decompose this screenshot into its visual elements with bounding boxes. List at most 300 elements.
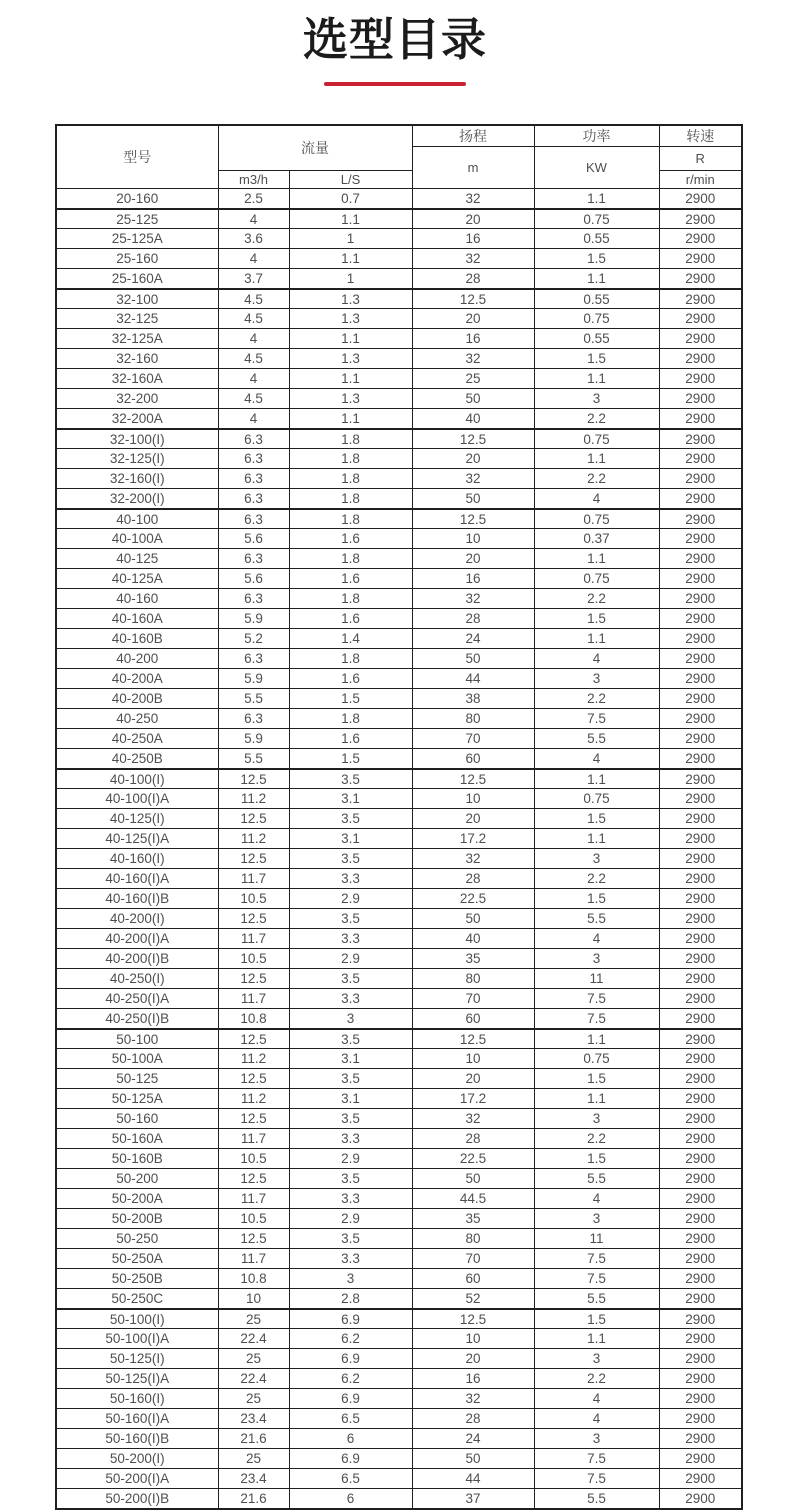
head-cell: 38 — [412, 689, 534, 709]
flow-m3h-cell: 4.5 — [218, 349, 289, 369]
flow-ls-cell: 6 — [289, 1429, 412, 1449]
flow-m3h-cell: 3.6 — [218, 229, 289, 249]
head-cell: 80 — [412, 709, 534, 729]
power-cell: 1.5 — [534, 1069, 659, 1089]
model-cell: 40-160(I) — [56, 849, 218, 869]
model-cell: 40-250(I)A — [56, 989, 218, 1009]
table-row — [56, 1029, 742, 1049]
header-row-1 — [56, 125, 742, 147]
table-row — [56, 1449, 742, 1469]
col-header-flow-unit-ls: L/S — [289, 171, 412, 189]
power-cell: 3 — [534, 1109, 659, 1129]
power-cell: 0.75 — [534, 509, 659, 529]
flow-ls-cell: 1.8 — [289, 549, 412, 569]
power-cell: 2.2 — [534, 589, 659, 609]
table-row — [56, 1409, 742, 1429]
head-cell: 20 — [412, 1069, 534, 1089]
speed-cell: 2900 — [659, 489, 742, 509]
power-cell: 4 — [534, 1389, 659, 1409]
power-cell: 4 — [534, 929, 659, 949]
table-header — [56, 125, 742, 189]
table-row — [56, 269, 742, 289]
speed-cell: 2900 — [659, 1349, 742, 1369]
speed-cell: 2900 — [659, 689, 742, 709]
table-row — [56, 709, 742, 729]
flow-ls-cell: 2.8 — [289, 1289, 412, 1309]
speed-cell: 2900 — [659, 429, 742, 449]
model-cell: 40-100 — [56, 509, 218, 529]
speed-cell: 2900 — [659, 809, 742, 829]
model-cell: 40-200B — [56, 689, 218, 709]
speed-cell: 2900 — [659, 569, 742, 589]
flow-m3h-cell: 4 — [218, 209, 289, 229]
head-cell: 28 — [412, 869, 534, 889]
flow-m3h-cell: 12.5 — [218, 1109, 289, 1129]
speed-cell: 2900 — [659, 1289, 742, 1309]
model-cell: 32-200(I) — [56, 489, 218, 509]
flow-m3h-cell: 12.5 — [218, 1229, 289, 1249]
speed-cell: 2900 — [659, 889, 742, 909]
flow-m3h-cell: 4.5 — [218, 289, 289, 309]
power-cell: 5.5 — [534, 1489, 659, 1509]
head-cell: 50 — [412, 1169, 534, 1189]
power-cell: 7.5 — [534, 1269, 659, 1289]
flow-m3h-cell: 4 — [218, 249, 289, 269]
flow-m3h-cell: 6.3 — [218, 589, 289, 609]
flow-m3h-cell: 10.8 — [218, 1269, 289, 1289]
col-header-power-unit: KW — [534, 147, 659, 189]
flow-ls-cell: 3.1 — [289, 789, 412, 809]
head-cell: 32 — [412, 469, 534, 489]
model-cell: 40-200A — [56, 669, 218, 689]
head-cell: 12.5 — [412, 509, 534, 529]
flow-m3h-cell: 12.5 — [218, 769, 289, 789]
flow-m3h-cell: 11.7 — [218, 1129, 289, 1149]
speed-cell: 2900 — [659, 729, 742, 749]
head-cell: 40 — [412, 409, 534, 429]
model-cell: 32-125 — [56, 309, 218, 329]
head-cell: 44 — [412, 1469, 534, 1489]
speed-cell: 2900 — [659, 649, 742, 669]
flow-m3h-cell: 6.3 — [218, 449, 289, 469]
flow-ls-cell: 6.5 — [289, 1469, 412, 1489]
table-body — [56, 189, 742, 1509]
head-cell: 20 — [412, 809, 534, 829]
table-row — [56, 449, 742, 469]
flow-ls-cell: 6.5 — [289, 1409, 412, 1429]
table-row — [56, 649, 742, 669]
model-cell: 50-125(I) — [56, 1349, 218, 1369]
flow-ls-cell: 1.8 — [289, 649, 412, 669]
head-cell: 50 — [412, 389, 534, 409]
table-row — [56, 989, 742, 1009]
table-row — [56, 1309, 742, 1329]
flow-m3h-cell: 6.3 — [218, 649, 289, 669]
power-cell: 0.75 — [534, 1049, 659, 1069]
flow-ls-cell: 3.3 — [289, 1189, 412, 1209]
speed-cell: 2900 — [659, 1149, 742, 1169]
power-cell: 5.5 — [534, 1289, 659, 1309]
flow-m3h-cell: 3.7 — [218, 269, 289, 289]
table-row — [56, 1109, 742, 1129]
flow-m3h-cell: 11.2 — [218, 789, 289, 809]
flow-ls-cell: 3 — [289, 1009, 412, 1029]
speed-cell: 2900 — [659, 449, 742, 469]
head-cell: 28 — [412, 1409, 534, 1429]
flow-m3h-cell: 11.2 — [218, 1089, 289, 1109]
power-cell: 3 — [534, 1429, 659, 1449]
table-row — [56, 1329, 742, 1349]
flow-m3h-cell: 12.5 — [218, 1029, 289, 1049]
power-cell: 3 — [534, 389, 659, 409]
flow-ls-cell: 3.3 — [289, 1129, 412, 1149]
power-cell: 7.5 — [534, 709, 659, 729]
flow-m3h-cell: 21.6 — [218, 1429, 289, 1449]
power-cell: 3 — [534, 849, 659, 869]
head-cell: 16 — [412, 569, 534, 589]
power-cell: 3 — [534, 1209, 659, 1229]
table-row — [56, 1069, 742, 1089]
power-cell: 0.55 — [534, 329, 659, 349]
power-cell: 2.2 — [534, 869, 659, 889]
model-cell: 40-200(I) — [56, 909, 218, 929]
power-cell: 1.1 — [534, 189, 659, 209]
flow-m3h-cell: 10.5 — [218, 949, 289, 969]
speed-cell: 2900 — [659, 549, 742, 569]
speed-cell: 2900 — [659, 789, 742, 809]
flow-ls-cell: 3.5 — [289, 769, 412, 789]
flow-ls-cell: 1.3 — [289, 389, 412, 409]
head-cell: 10 — [412, 529, 534, 549]
head-cell: 50 — [412, 1449, 534, 1469]
col-header-flow-unit-m3h: m3/h — [218, 171, 289, 189]
model-cell: 40-160A — [56, 609, 218, 629]
head-cell: 50 — [412, 489, 534, 509]
model-cell: 50-160B — [56, 1149, 218, 1169]
power-cell: 0.75 — [534, 309, 659, 329]
speed-cell: 2900 — [659, 1129, 742, 1149]
page-title: 选型目录 — [302, 14, 487, 65]
power-cell: 0.55 — [534, 289, 659, 309]
speed-cell: 2900 — [659, 1089, 742, 1109]
power-cell: 1.5 — [534, 1309, 659, 1329]
table-row — [56, 509, 742, 529]
power-cell: 1.1 — [534, 769, 659, 789]
speed-cell: 2900 — [659, 969, 742, 989]
flow-m3h-cell: 2.5 — [218, 189, 289, 209]
model-cell: 32-100(I) — [56, 429, 218, 449]
head-cell: 12.5 — [412, 769, 534, 789]
table-row — [56, 1049, 742, 1069]
table-row — [56, 1389, 742, 1409]
flow-ls-cell: 2.9 — [289, 1209, 412, 1229]
flow-m3h-cell: 10.5 — [218, 1149, 289, 1169]
head-cell: 44.5 — [412, 1189, 534, 1209]
table-row — [56, 669, 742, 689]
table-row — [56, 749, 742, 769]
model-cell: 40-160(I)A — [56, 869, 218, 889]
table-row — [56, 1209, 742, 1229]
speed-cell: 2900 — [659, 509, 742, 529]
model-cell: 40-125A — [56, 569, 218, 589]
speed-cell: 2900 — [659, 1209, 742, 1229]
model-cell: 25-125A — [56, 229, 218, 249]
flow-m3h-cell: 4 — [218, 329, 289, 349]
speed-cell: 2900 — [659, 269, 742, 289]
table-row — [56, 1369, 742, 1389]
flow-ls-cell: 0.7 — [289, 189, 412, 209]
table-row — [56, 549, 742, 569]
table-row — [56, 769, 742, 789]
flow-m3h-cell: 12.5 — [218, 1169, 289, 1189]
flow-m3h-cell: 4.5 — [218, 309, 289, 329]
flow-ls-cell: 1 — [289, 269, 412, 289]
flow-ls-cell: 3.3 — [289, 1249, 412, 1269]
power-cell: 0.55 — [534, 229, 659, 249]
speed-cell: 2900 — [659, 1449, 742, 1469]
speed-cell: 2900 — [659, 1169, 742, 1189]
speed-cell: 2900 — [659, 609, 742, 629]
head-cell: 32 — [412, 349, 534, 369]
head-cell: 32 — [412, 249, 534, 269]
model-cell: 50-200(I) — [56, 1449, 218, 1469]
model-cell: 50-200 — [56, 1169, 218, 1189]
power-cell: 1.1 — [534, 829, 659, 849]
flow-ls-cell: 6.9 — [289, 1389, 412, 1409]
speed-cell: 2900 — [659, 829, 742, 849]
power-cell: 1.1 — [534, 629, 659, 649]
power-cell: 7.5 — [534, 1009, 659, 1029]
model-cell: 40-250B — [56, 749, 218, 769]
head-cell: 16 — [412, 329, 534, 349]
power-cell: 1.1 — [534, 549, 659, 569]
speed-cell: 2900 — [659, 769, 742, 789]
flow-ls-cell: 3.5 — [289, 1029, 412, 1049]
head-cell: 24 — [412, 629, 534, 649]
flow-ls-cell: 1.5 — [289, 689, 412, 709]
head-cell: 32 — [412, 1389, 534, 1409]
model-cell: 32-200A — [56, 409, 218, 429]
flow-ls-cell: 1.8 — [289, 489, 412, 509]
flow-ls-cell: 1.8 — [289, 449, 412, 469]
flow-m3h-cell: 25 — [218, 1349, 289, 1369]
flow-m3h-cell: 12.5 — [218, 849, 289, 869]
col-header-model: 型号 — [56, 125, 218, 189]
title-divider — [324, 82, 466, 86]
flow-m3h-cell: 5.2 — [218, 629, 289, 649]
table-row — [56, 1149, 742, 1169]
speed-cell: 2900 — [659, 209, 742, 229]
speed-cell: 2900 — [659, 629, 742, 649]
flow-m3h-cell: 23.4 — [218, 1469, 289, 1489]
model-cell: 20-160 — [56, 189, 218, 209]
power-cell: 0.37 — [534, 529, 659, 549]
flow-m3h-cell: 5.6 — [218, 529, 289, 549]
flow-m3h-cell: 12.5 — [218, 809, 289, 829]
model-cell: 50-125A — [56, 1089, 218, 1109]
speed-cell: 2900 — [659, 1229, 742, 1249]
model-cell: 50-100 — [56, 1029, 218, 1049]
col-header-speed-unit-rmin: r/min — [659, 171, 742, 189]
col-header-power: 功率 — [534, 125, 659, 147]
head-cell: 17.2 — [412, 1089, 534, 1109]
flow-m3h-cell: 5.5 — [218, 689, 289, 709]
speed-cell: 2900 — [659, 749, 742, 769]
flow-ls-cell: 3.5 — [289, 1169, 412, 1189]
speed-cell: 2900 — [659, 589, 742, 609]
head-cell: 70 — [412, 989, 534, 1009]
table-row — [56, 289, 742, 309]
power-cell: 4 — [534, 1189, 659, 1209]
power-cell: 1.1 — [534, 449, 659, 469]
head-cell: 10 — [412, 1049, 534, 1069]
power-cell: 1.1 — [534, 1329, 659, 1349]
model-cell: 50-250A — [56, 1249, 218, 1269]
head-cell: 80 — [412, 1229, 534, 1249]
flow-m3h-cell: 22.4 — [218, 1369, 289, 1389]
table-row — [56, 249, 742, 269]
model-cell: 40-125(I)A — [56, 829, 218, 849]
speed-cell: 2900 — [659, 1469, 742, 1489]
table-row — [56, 309, 742, 329]
flow-ls-cell: 6.9 — [289, 1449, 412, 1469]
flow-ls-cell: 3.3 — [289, 989, 412, 1009]
table-row — [56, 1089, 742, 1109]
flow-ls-cell: 1.1 — [289, 409, 412, 429]
flow-m3h-cell: 5.9 — [218, 609, 289, 629]
model-cell: 50-100A — [56, 1049, 218, 1069]
table-row — [56, 729, 742, 749]
power-cell: 1.1 — [534, 1029, 659, 1049]
flow-ls-cell: 1.1 — [289, 329, 412, 349]
table-row — [56, 969, 742, 989]
table-row — [56, 929, 742, 949]
model-cell: 50-250B — [56, 1269, 218, 1289]
flow-ls-cell: 1 — [289, 229, 412, 249]
table-row — [56, 809, 742, 829]
head-cell: 32 — [412, 849, 534, 869]
power-cell: 2.2 — [534, 689, 659, 709]
flow-ls-cell: 6.9 — [289, 1349, 412, 1369]
flow-m3h-cell: 4 — [218, 409, 289, 429]
flow-ls-cell: 1.8 — [289, 589, 412, 609]
power-cell: 7.5 — [534, 989, 659, 1009]
flow-ls-cell: 6.9 — [289, 1309, 412, 1329]
table-row — [56, 869, 742, 889]
table-row — [56, 1249, 742, 1269]
table-row — [56, 369, 742, 389]
head-cell: 70 — [412, 729, 534, 749]
table-row — [56, 1349, 742, 1369]
flow-ls-cell: 1.1 — [289, 249, 412, 269]
model-cell: 50-200(I)B — [56, 1489, 218, 1509]
flow-ls-cell: 1.3 — [289, 349, 412, 369]
model-cell: 40-250A — [56, 729, 218, 749]
model-cell: 50-200B — [56, 1209, 218, 1229]
table-row — [56, 1269, 742, 1289]
flow-ls-cell: 3.5 — [289, 849, 412, 869]
flow-ls-cell: 1.3 — [289, 289, 412, 309]
speed-cell: 2900 — [659, 669, 742, 689]
table-row — [56, 349, 742, 369]
flow-ls-cell: 1.8 — [289, 429, 412, 449]
head-cell: 40 — [412, 929, 534, 949]
flow-ls-cell: 1.8 — [289, 469, 412, 489]
flow-m3h-cell: 11.2 — [218, 1049, 289, 1069]
flow-ls-cell: 1.1 — [289, 369, 412, 389]
flow-m3h-cell: 11.7 — [218, 989, 289, 1009]
speed-cell: 2900 — [659, 329, 742, 349]
flow-ls-cell: 1.8 — [289, 509, 412, 529]
head-cell: 20 — [412, 1349, 534, 1369]
flow-m3h-cell: 21.6 — [218, 1489, 289, 1509]
table-row — [56, 569, 742, 589]
speed-cell: 2900 — [659, 709, 742, 729]
head-cell: 12.5 — [412, 1029, 534, 1049]
head-cell: 35 — [412, 1209, 534, 1229]
model-cell: 50-125(I)A — [56, 1369, 218, 1389]
table-row — [56, 529, 742, 549]
model-cell: 50-160(I) — [56, 1389, 218, 1409]
model-cell: 50-200(I)A — [56, 1469, 218, 1489]
flow-ls-cell: 6 — [289, 1489, 412, 1509]
power-cell: 2.2 — [534, 1369, 659, 1389]
speed-cell: 2900 — [659, 1369, 742, 1389]
power-cell: 0.75 — [534, 569, 659, 589]
selection-table — [55, 124, 743, 1510]
model-cell: 50-250C — [56, 1289, 218, 1309]
head-cell: 12.5 — [412, 289, 534, 309]
power-cell: 5.5 — [534, 909, 659, 929]
head-cell: 60 — [412, 1009, 534, 1029]
col-header-head: 扬程 — [412, 125, 534, 147]
power-cell: 5.5 — [534, 1169, 659, 1189]
flow-m3h-cell: 10 — [218, 1289, 289, 1309]
flow-ls-cell: 3.1 — [289, 829, 412, 849]
flow-ls-cell: 3.1 — [289, 1089, 412, 1109]
model-cell: 40-200 — [56, 649, 218, 669]
flow-m3h-cell: 10.5 — [218, 1209, 289, 1229]
table-row — [56, 1009, 742, 1029]
head-cell: 44 — [412, 669, 534, 689]
head-cell: 10 — [412, 789, 534, 809]
flow-m3h-cell: 6.3 — [218, 469, 289, 489]
speed-cell: 2900 — [659, 189, 742, 209]
flow-ls-cell: 1.6 — [289, 529, 412, 549]
model-cell: 40-100(I)A — [56, 789, 218, 809]
table-row — [56, 469, 742, 489]
power-cell: 5.5 — [534, 729, 659, 749]
table-row — [56, 1469, 742, 1489]
model-cell: 40-160B — [56, 629, 218, 649]
flow-m3h-cell: 6.3 — [218, 429, 289, 449]
table-row — [56, 849, 742, 869]
flow-ls-cell: 3.5 — [289, 1069, 412, 1089]
head-cell: 60 — [412, 749, 534, 769]
flow-ls-cell: 3.3 — [289, 869, 412, 889]
power-cell: 7.5 — [534, 1469, 659, 1489]
head-cell: 37 — [412, 1489, 534, 1509]
speed-cell: 2900 — [659, 289, 742, 309]
power-cell: 4 — [534, 649, 659, 669]
power-cell: 1.5 — [534, 349, 659, 369]
table-row — [56, 1169, 742, 1189]
speed-cell: 2900 — [659, 1269, 742, 1289]
speed-cell: 2900 — [659, 1429, 742, 1449]
model-cell: 32-125(I) — [56, 449, 218, 469]
power-cell: 1.5 — [534, 609, 659, 629]
power-cell: 2.2 — [534, 1129, 659, 1149]
